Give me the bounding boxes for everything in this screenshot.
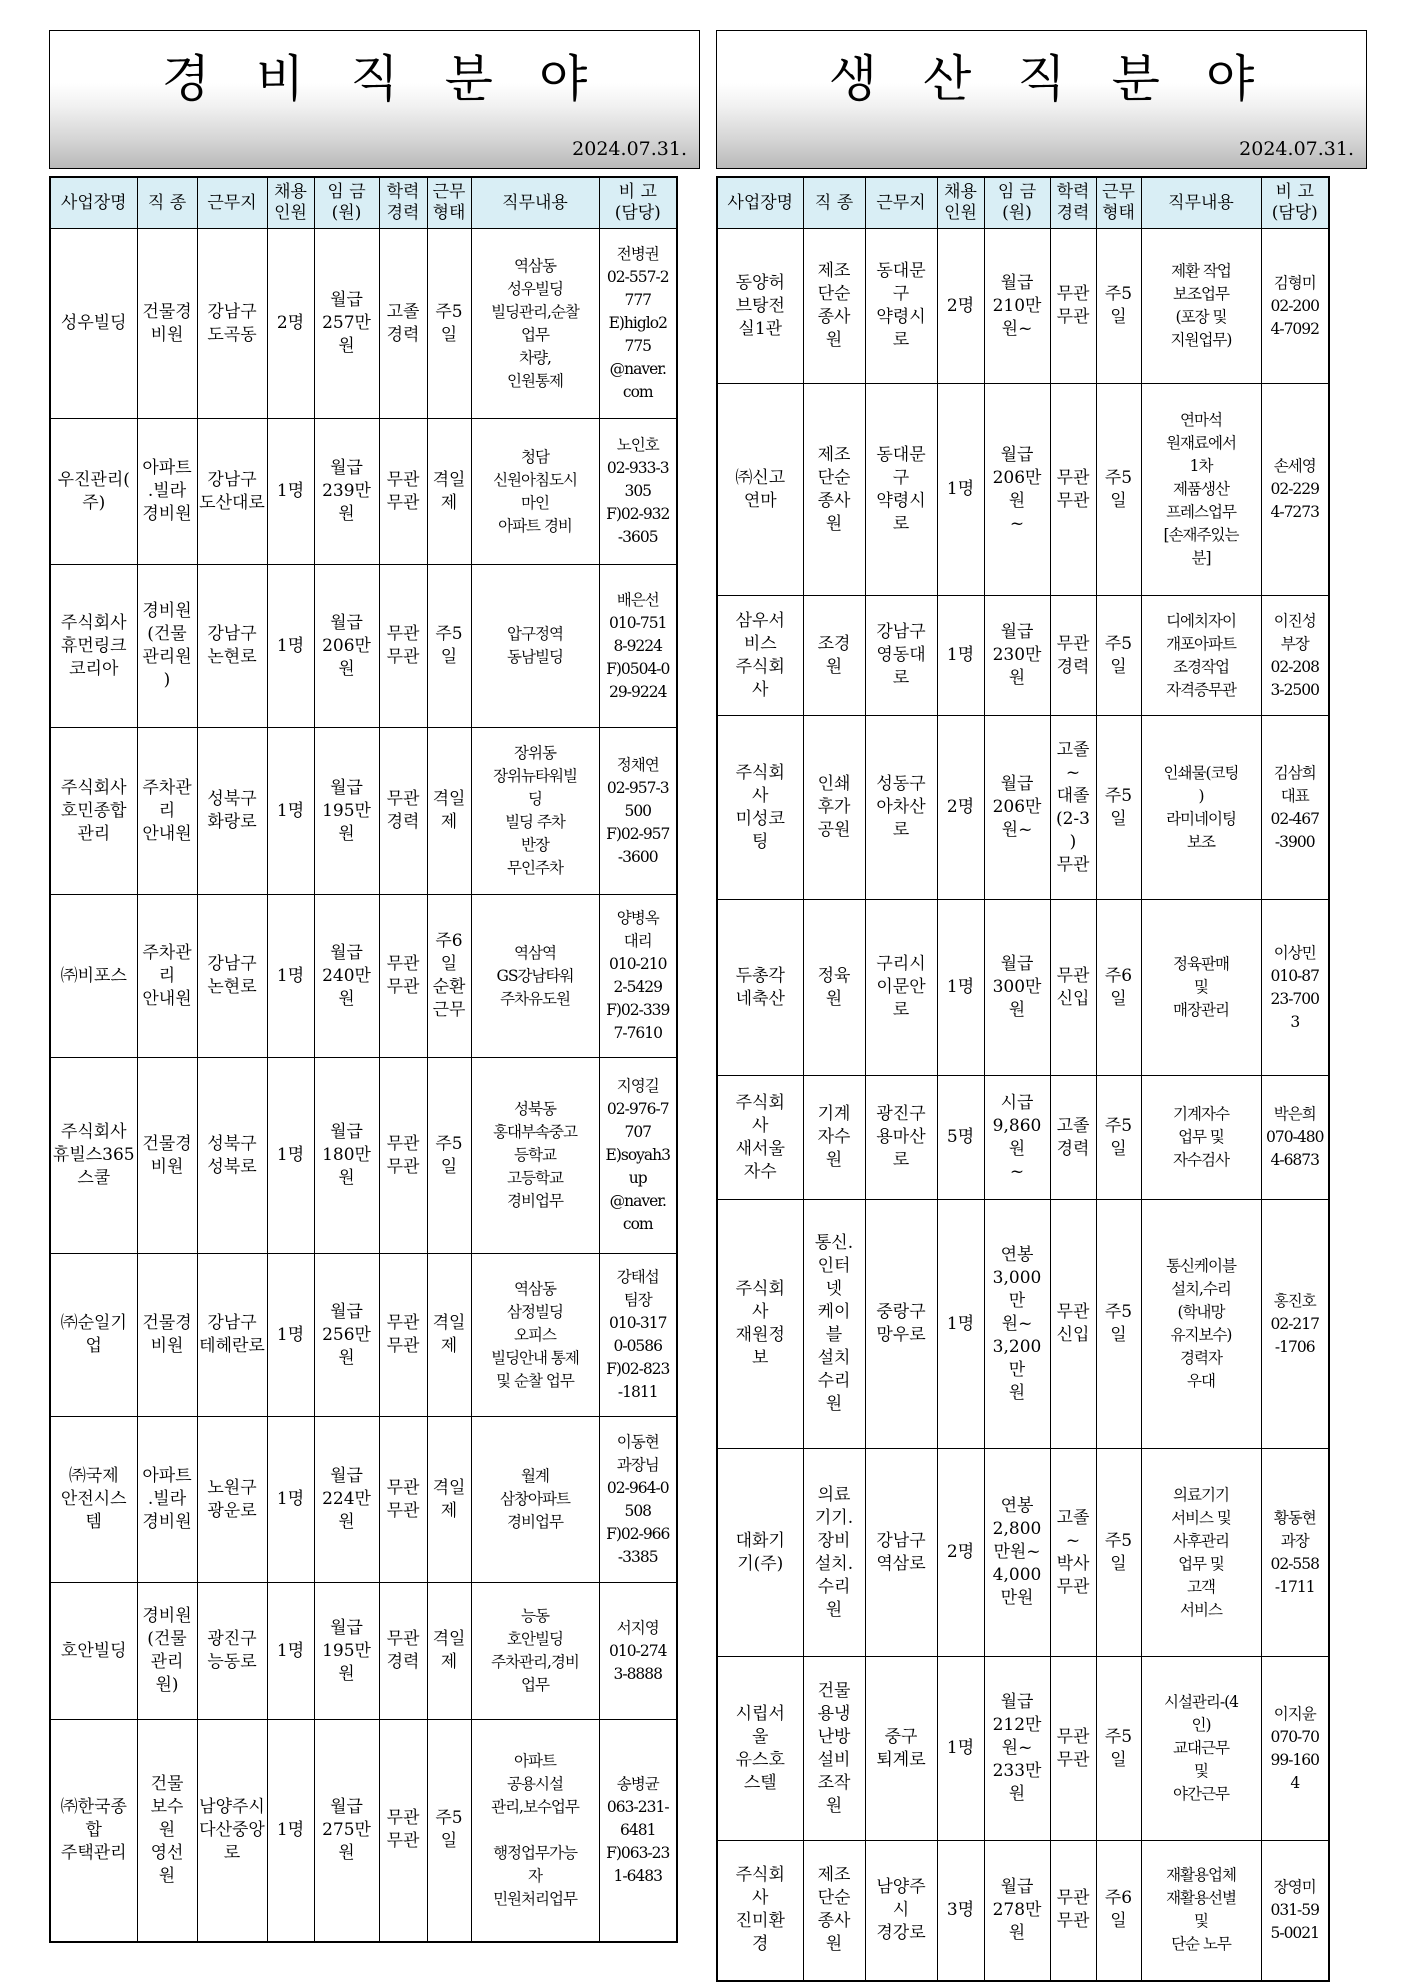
location-cell: 성북구 성북로: [197, 1058, 267, 1254]
work-type-cell: 주5 일: [427, 1720, 471, 1942]
job-cell: 정육 원: [803, 900, 865, 1076]
job-cell: 인쇄 후가 공원: [803, 716, 865, 900]
duties-cell: 시설관리-(4 인) 교대근무 및 야간근무: [1141, 1657, 1261, 1841]
job-cell: 의료 기기. 장비 설치. 수리 원: [803, 1449, 865, 1657]
col-header-contact: 비 고 (담당): [1261, 177, 1329, 229]
table-row: [50, 229, 677, 419]
location-cell: 강남구 영동대 로: [865, 596, 937, 716]
duties-cell: 연마석 원재료에서 1차 제품생산 프레스업무 [손재주있는 분]: [1141, 384, 1261, 596]
work-type-cell: 격일 제: [427, 1583, 471, 1720]
contact-cell: 이지윤 070-70 99-160 4: [1261, 1657, 1329, 1841]
left-panel-security-jobs: [49, 30, 700, 1908]
table-row: [717, 1449, 1329, 1657]
table-row: [717, 1076, 1329, 1200]
wage-cell: 월급 212만 원~ 233만 원: [984, 1657, 1050, 1841]
company-cell: 호안빌딩: [50, 1583, 137, 1720]
work-type-cell: 격일 제: [427, 1417, 471, 1583]
location-cell: 강남구 도산대로: [197, 419, 267, 565]
count-cell: 1명: [267, 1417, 314, 1583]
col-header-count: 채용 인원: [267, 177, 314, 229]
job-cell: 제조 단순 종사 원: [803, 384, 865, 596]
table-row: [50, 1417, 677, 1583]
company-cell: ㈜순일기 업: [50, 1254, 137, 1417]
education-cell: 무관 무관: [1050, 229, 1096, 384]
count-cell: 2명: [267, 229, 314, 419]
education-cell: 고졸 경력: [1050, 1076, 1096, 1200]
wage-cell: 월급 206만 원: [314, 565, 379, 728]
location-cell: 남양주시 다산중앙 로: [197, 1720, 267, 1942]
work-type-cell: 주5 일: [427, 229, 471, 419]
education-cell: 무관 무관: [379, 1254, 427, 1417]
work-type-cell: 주5 일: [1096, 716, 1141, 900]
count-cell: 1명: [937, 1657, 984, 1841]
count-cell: 1명: [267, 1254, 314, 1417]
count-cell: 1명: [937, 900, 984, 1076]
duties-cell: 제환 작업 보조업무 (포장 및 지원업무): [1141, 229, 1261, 384]
education-cell: 무관 무관: [379, 1720, 427, 1942]
count-cell: 1명: [267, 565, 314, 728]
wage-cell: 월급 195만 원: [314, 728, 379, 895]
company-cell: 우진관리( 주): [50, 419, 137, 565]
table-row: [50, 1254, 677, 1417]
right-header-box: [716, 30, 1367, 169]
work-type-cell: 주5 일: [1096, 1657, 1141, 1841]
education-cell: 무관 무관: [1050, 384, 1096, 596]
education-cell: 고졸 ~ 박사 무관: [1050, 1449, 1096, 1657]
col-header-duties: 직무내용: [1141, 177, 1261, 229]
contact-cell: 김삼희 대표 02-467 -3900: [1261, 716, 1329, 900]
right-section-date: 2024.07.31.: [1239, 138, 1354, 160]
location-cell: 성동구 아차산 로: [865, 716, 937, 900]
table-row: [717, 596, 1329, 716]
count-cell: 1명: [267, 419, 314, 565]
wage-cell: 월급 300만 원: [984, 900, 1050, 1076]
contact-cell: 송병균 063-231- 6481 F)063-23 1-6483: [599, 1720, 677, 1942]
company-cell: 주식회사 휴빌스365 스쿨: [50, 1058, 137, 1254]
table-row: [50, 1583, 677, 1720]
col-header-education: 학력 경력: [1050, 177, 1096, 229]
table-row: [50, 565, 677, 728]
company-cell: 두총각 네축산: [717, 900, 803, 1076]
wage-cell: 연봉 3,000만 원~ 3,200만 원: [984, 1200, 1050, 1449]
location-cell: 구리시 이문안 로: [865, 900, 937, 1076]
company-cell: ㈜한국종 합 주택관리: [50, 1720, 137, 1942]
company-cell: 주식회 사 새서울 자수: [717, 1076, 803, 1200]
work-type-cell: 주5 일: [427, 1058, 471, 1254]
education-cell: 고졸 경력: [379, 229, 427, 419]
job-cell: 아파트 .빌라 경비원: [137, 1417, 197, 1583]
right-jobs-table: [716, 176, 1330, 1982]
company-cell: 주식회사 호민종합 관리: [50, 728, 137, 895]
col-header-contact: 비 고 (담당): [599, 177, 677, 229]
location-cell: 동대문 구 약령시 로: [865, 384, 937, 596]
count-cell: 3명: [937, 1841, 984, 1981]
left-section-title: 경비직분야: [161, 50, 634, 108]
job-cell: 통신. 인터 넷 케이 블 설치 수리 원: [803, 1200, 865, 1449]
duties-cell: 역삼역 GS강남타워 주차유도원: [471, 895, 599, 1058]
count-cell: 1명: [267, 1720, 314, 1942]
company-cell: 주식회 사 진미환 경: [717, 1841, 803, 1981]
wage-cell: 월급 210만 원~: [984, 229, 1050, 384]
company-cell: 주식회사 휴먼링크 코리아: [50, 565, 137, 728]
job-cell: 주차관 리 안내원: [137, 895, 197, 1058]
education-cell: 무관 경력: [379, 728, 427, 895]
col-header-location: 근무지: [197, 177, 267, 229]
table-row: [50, 1058, 677, 1254]
contact-cell: 양병옥 대리 010-210 2-5429 F)02-339 7-7610: [599, 895, 677, 1058]
contact-cell: 전병권 02-557-2 777 E)higlo2 775 @naver. com: [599, 229, 677, 419]
job-cell: 제조 단순 종사 원: [803, 1841, 865, 1981]
education-cell: 무관 무관: [379, 565, 427, 728]
duties-cell: 압구정역 동남빌딩: [471, 565, 599, 728]
location-cell: 강남구 도곡동: [197, 229, 267, 419]
table-row: [50, 1720, 677, 1942]
education-cell: 고졸 ~ 대졸 (2-3 ) 무관: [1050, 716, 1096, 900]
right-section-title: 생산직분야: [828, 50, 1301, 108]
work-type-cell: 주5 일: [1096, 229, 1141, 384]
education-cell: 무관 경력: [1050, 596, 1096, 716]
wage-cell: 월급 256만 원: [314, 1254, 379, 1417]
job-cell: 건물 용냉 난방 설비 조작 원: [803, 1657, 865, 1841]
job-cell: 건물경 비원: [137, 1254, 197, 1417]
work-type-cell: 주5 일: [1096, 1449, 1141, 1657]
company-cell: ㈜국제 안전시스 템: [50, 1417, 137, 1583]
col-header-wage: 임 금 (원): [314, 177, 379, 229]
job-cell: 건물경 비원: [137, 1058, 197, 1254]
contact-cell: 김형미 02-200 4-7092: [1261, 229, 1329, 384]
duties-cell: 인쇄물(코팅 ) 라미네이팅 보조: [1141, 716, 1261, 900]
table-row: [717, 1841, 1329, 1981]
left-header-row: [50, 177, 677, 229]
table-row: [717, 1657, 1329, 1841]
location-cell: 광진구 용마산 로: [865, 1076, 937, 1200]
contact-cell: 박은희 070-480 4-6873: [1261, 1076, 1329, 1200]
education-cell: 무관 신입: [1050, 900, 1096, 1076]
location-cell: 중랑구 망우로: [865, 1200, 937, 1449]
work-type-cell: 주5 일: [1096, 384, 1141, 596]
wage-cell: 월급 206만원 ~: [984, 384, 1050, 596]
contact-cell: 이동현 과장님 02-964-0 508 F)02-966 -3385: [599, 1417, 677, 1583]
left-jobs-table: [49, 176, 678, 1943]
table-row: [717, 229, 1329, 384]
count-cell: 1명: [937, 384, 984, 596]
contact-cell: 노인호 02-933-3 305 F)02-932 -3605: [599, 419, 677, 565]
col-header-location: 근무지: [865, 177, 937, 229]
col-header-company: 사업장명: [50, 177, 137, 229]
duties-cell: 장위동 장위뉴타워빌 딩 빌딩 주차 반장 무인주차: [471, 728, 599, 895]
right-panel-production-jobs: [716, 30, 1367, 1955]
education-cell: 무관 무관: [1050, 1657, 1096, 1841]
col-header-company: 사업장명: [717, 177, 803, 229]
col-header-count: 채용 인원: [937, 177, 984, 229]
company-cell: 성우빌딩: [50, 229, 137, 419]
table-row: [717, 384, 1329, 596]
company-cell: 주식회 사 미성코 팅: [717, 716, 803, 900]
work-type-cell: 주6 일 순환 근무: [427, 895, 471, 1058]
company-cell: ㈜비포스: [50, 895, 137, 1058]
left-section-date: 2024.07.31.: [572, 138, 687, 160]
duties-cell: 통신케이블 설치,수리 (학내망 유지보수) 경력자 우대: [1141, 1200, 1261, 1449]
count-cell: 1명: [937, 596, 984, 716]
location-cell: 강남구 역삼로: [865, 1449, 937, 1657]
duties-cell: 기계자수 업무 및 자수검사: [1141, 1076, 1261, 1200]
count-cell: 2명: [937, 716, 984, 900]
wage-cell: 월급 230만원: [984, 596, 1050, 716]
education-cell: 무관 무관: [379, 419, 427, 565]
duties-cell: 능동 호안빌딩 주차관리,경비 업무: [471, 1583, 599, 1720]
education-cell: 무관 신입: [1050, 1200, 1096, 1449]
wage-cell: 시급 9,860원 ~: [984, 1076, 1050, 1200]
location-cell: 강남구 논현로: [197, 895, 267, 1058]
work-type-cell: 주5 일: [427, 565, 471, 728]
wage-cell: 월급 257만 원: [314, 229, 379, 419]
duties-cell: 역삼동 성우빌딩 빌딩관리,순찰 업무 차량, 인원통제: [471, 229, 599, 419]
job-cell: 기계 자수 원: [803, 1076, 865, 1200]
table-row: [50, 895, 677, 1058]
duties-cell: 역삼동 삼정빌딩 오피스 빌딩안내 통제 및 순찰 업무: [471, 1254, 599, 1417]
table-row: [717, 716, 1329, 900]
work-type-cell: 주5 일: [1096, 1200, 1141, 1449]
wage-cell: 연봉 2,800 만원~ 4,000 만원: [984, 1449, 1050, 1657]
wage-cell: 월급 195만 원: [314, 1583, 379, 1720]
company-cell: 동양허 브탕전 실1관: [717, 229, 803, 384]
wage-cell: 월급 240만 원: [314, 895, 379, 1058]
count-cell: 5명: [937, 1076, 984, 1200]
job-cell: 건물경 비원: [137, 229, 197, 419]
job-cell: 아파트 .빌라 경비원: [137, 419, 197, 565]
contact-cell: 손세영 02-229 4-7273: [1261, 384, 1329, 596]
table-row: [717, 900, 1329, 1076]
education-cell: 무관 경력: [379, 1583, 427, 1720]
location-cell: 중구 퇴계로: [865, 1657, 937, 1841]
duties-cell: 아파트 공용시설 관리,보수업무 행정업무가능 자 민원처리업무: [471, 1720, 599, 1942]
contact-cell: 강태섭 팀장 010-317 0-0586 F)02-823 -1811: [599, 1254, 677, 1417]
col-header-job: 직 종: [137, 177, 197, 229]
wage-cell: 월급 224만 원: [314, 1417, 379, 1583]
contact-cell: 배은선 010-751 8-9224 F)0504-0 29-9224: [599, 565, 677, 728]
contact-cell: 홍진호 02-217 -1706: [1261, 1200, 1329, 1449]
work-type-cell: 주6 일: [1096, 900, 1141, 1076]
count-cell: 1명: [267, 728, 314, 895]
company-cell: ㈜신고 연마: [717, 384, 803, 596]
location-cell: 노원구 광운로: [197, 1417, 267, 1583]
work-type-cell: 주6 일: [1096, 1841, 1141, 1981]
duties-cell: 청담 신원아침도시 마인 아파트 경비: [471, 419, 599, 565]
company-cell: 삼우서 비스 주식회 사: [717, 596, 803, 716]
wage-cell: 월급 206만 원~: [984, 716, 1050, 900]
duties-cell: 디에치자이 개포아파트 조경작업 자격증무관: [1141, 596, 1261, 716]
job-cell: 제조 단순 종사 원: [803, 229, 865, 384]
col-header-duties: 직무내용: [471, 177, 599, 229]
location-cell: 강남구 논현로: [197, 565, 267, 728]
col-header-work-type: 근무 형태: [1096, 177, 1141, 229]
company-cell: 시립서 울 유스호 스텔: [717, 1657, 803, 1841]
duties-cell: 의료기기 서비스 및 사후관리 업무 및 고객 서비스: [1141, 1449, 1261, 1657]
company-cell: 주식회 사 재원정 보: [717, 1200, 803, 1449]
col-header-wage: 임 금 (원): [984, 177, 1050, 229]
job-cell: 경비원 (건물 관리 원): [137, 1583, 197, 1720]
job-cell: 주차관 리 안내원: [137, 728, 197, 895]
contact-cell: 황동현 과장 02-558 -1711: [1261, 1449, 1329, 1657]
count-cell: 1명: [267, 895, 314, 1058]
wage-cell: 월급 278만 원: [984, 1841, 1050, 1981]
education-cell: 무관 무관: [379, 1417, 427, 1583]
location-cell: 동대문 구 약령시 로: [865, 229, 937, 384]
contact-cell: 지영길 02-976-7 707 E)soyah3 up @naver. com: [599, 1058, 677, 1254]
duties-cell: 월계 삼창아파트 경비업무: [471, 1417, 599, 1583]
wage-cell: 월급 180만 원: [314, 1058, 379, 1254]
col-header-education: 학력 경력: [379, 177, 427, 229]
count-cell: 2명: [937, 229, 984, 384]
table-row: [50, 728, 677, 895]
table-row: [50, 419, 677, 565]
job-cell: 건물 보수 원 영선 원: [137, 1720, 197, 1942]
location-cell: 강남구 테헤란로: [197, 1254, 267, 1417]
contact-cell: 장영미 031-59 5-0021: [1261, 1841, 1329, 1981]
education-cell: 무관 무관: [379, 895, 427, 1058]
contact-cell: 정채연 02-957-3 500 F)02-957 -3600: [599, 728, 677, 895]
job-cell: 경비원 (건물 관리원 ): [137, 565, 197, 728]
work-type-cell: 격일 제: [427, 1254, 471, 1417]
work-type-cell: 주5 일: [1096, 596, 1141, 716]
duties-cell: 재활용업체 재활용선별 및 단순 노무: [1141, 1841, 1261, 1981]
count-cell: 1명: [267, 1058, 314, 1254]
location-cell: 성북구 화랑로: [197, 728, 267, 895]
company-cell: 대화기 기(주): [717, 1449, 803, 1657]
count-cell: 2명: [937, 1449, 984, 1657]
duties-cell: 정육판매 및 매장관리: [1141, 900, 1261, 1076]
col-header-work-type: 근무 형태: [427, 177, 471, 229]
work-type-cell: 격일 제: [427, 728, 471, 895]
table-row: [717, 1200, 1329, 1449]
right-header-row: [717, 177, 1329, 229]
count-cell: 1명: [267, 1583, 314, 1720]
contact-cell: 이진성 부장 02-208 3-2500: [1261, 596, 1329, 716]
location-cell: 광진구 능동로: [197, 1583, 267, 1720]
count-cell: 1명: [937, 1200, 984, 1449]
education-cell: 무관 무관: [1050, 1841, 1096, 1981]
location-cell: 남양주 시 경강로: [865, 1841, 937, 1981]
wage-cell: 월급 239만 원: [314, 419, 379, 565]
education-cell: 무관 무관: [379, 1058, 427, 1254]
wage-cell: 월급 275만 원: [314, 1720, 379, 1942]
contact-cell: 서지영 010-274 3-8888: [599, 1583, 677, 1720]
work-type-cell: 주5 일: [1096, 1076, 1141, 1200]
contact-cell: 이상민 010-87 23-700 3: [1261, 900, 1329, 1076]
left-header-box: [49, 30, 700, 169]
work-type-cell: 격일 제: [427, 419, 471, 565]
col-header-job: 직 종: [803, 177, 865, 229]
duties-cell: 성북동 홍대부속중고 등학교 고등학교 경비업무: [471, 1058, 599, 1254]
job-cell: 조경 원: [803, 596, 865, 716]
